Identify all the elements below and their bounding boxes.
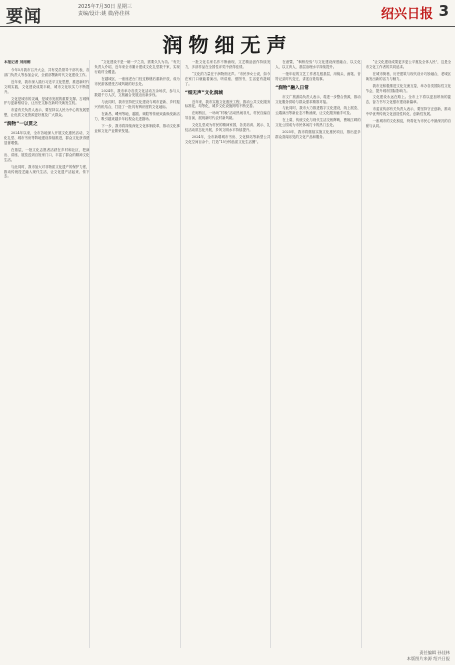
paragraph: “文化的力量在于润物细无声。”市民李女士说，如今在家门口就能看演出、听讲座、借图书，生活更有滋味了。 <box>184 71 271 86</box>
section-name: 要闻 <box>6 7 42 27</box>
paragraph: 一批文化名家名作不断涌现，文艺精品创作持续发力，多部作品在全国性评奖中获得佳绩。 <box>184 60 271 69</box>
paragraph: “让文化建设成果更多更公平惠及全体人民”，这是全市文化工作者的共同追求。 <box>365 60 452 69</box>
column-4 <box>275 60 361 648</box>
paragraph: 市委宣传部有关负责人表示，要坚持守正创新，推动中华优秀传统文化创造性转化、创新性发展。 <box>365 107 452 117</box>
paragraph: 文化建设永远在路上。全市上下将以更加昂扬的姿态，奋力书写文化强市建设新篇章。 <box>365 95 452 105</box>
paragraph: “文化建设不是一朝一夕之功，需要久久为功。”有关负责人介绍，近年来全市累计建成文化礼堂数千家，实现行政村全覆盖。 <box>94 60 180 74</box>
column-2 <box>94 60 180 648</box>
paragraph: 文化是城市的灵魂，是城市发展的重要支撑。古城保护与更新相结合，让历史文脉在新时代焕发生机。 <box>4 96 90 106</box>
paragraph: 近年来，我市实施文化惠民工程，推动公共文化服务标准化、均等化，城乡文化设施网络不断完善。 <box>184 99 271 109</box>
paragraph: 2024年，我市举办各类文化活动万余场次，参与人数超千万人次，文旅融合发展迈出新步伐。 <box>94 88 180 98</box>
column-1 <box>4 60 90 648</box>
date-text: 2025年7月30日 星期三 <box>78 4 132 10</box>
date-line <box>78 4 132 18</box>
paragraph: 在柯桥区，一场场“村晚”活动热闹非凡，村民自编自导自演，展现新时代农村新风貌。 <box>184 111 271 121</box>
paragraph: 2024年以来，全市各地深入开展文化惠民活动，文化礼堂、城市书房等阵地建设持续推进，群众文化获得感显著增强。 <box>4 131 90 145</box>
paragraph: 在诸暨，“枫桥经验”与文化建设深度融合，以文化人、以文育人，基层治理水平持续提升。 <box>275 60 361 69</box>
page-footer <box>320 650 450 662</box>
paragraph: 一批年轻的文艺工作者扎根基层，用镜头、画笔、音符记录时代变迁，讲述百姓故事。 <box>275 71 361 81</box>
page-header <box>0 0 455 27</box>
paragraph: 在上虞，传统文化与现代生活交相辉映，曹娥江畔的文化公园成为市民休闲打卡的热门去处。 <box>275 118 361 128</box>
paragraph: 市委有关负责人表示，要坚持以人民为中心的发展思想，让优质文化资源更好惠及广大群众。 <box>4 108 90 118</box>
paragraph: 市文广旅游局负责人表示，将进一步整合资源，推动文化服务供给与群众需求精准对接。 <box>275 94 361 104</box>
headline-bar <box>0 29 455 57</box>
footer-note: 本版图片来源 绍兴日报 <box>406 656 450 661</box>
subheading: “润物”一以贯之 <box>4 122 38 128</box>
paragraph: 在越城区，一座座老台门经过修缮后重新开放，成为市民游客感受古城风貌的好去处。 <box>94 76 180 86</box>
editor-text: 责编/设计:姚 微/孙佳林 <box>78 11 130 17</box>
subheading: “细无声”文化润城 <box>184 90 224 96</box>
article-columns <box>4 60 451 648</box>
subheading: “润物”融入日常 <box>275 85 309 91</box>
headline: 润物细无声 <box>162 32 293 57</box>
paragraph: 文化礼堂成为村民的精神家园，各类培训、展示、礼仪活动常态化开展，乡风文明水平持续提升。 <box>184 123 271 133</box>
column-5 <box>366 60 451 648</box>
paragraph: 今年5月我市召开大会，共有党员领导干部代表、各部门负责人等参加会议，全面部署新时代文化建设工作。 <box>4 68 90 77</box>
paragraph: 近年来，我市深入践行习近平文化思想，推进新时代文明实践，文化建设成果丰硕，城市文化软实力不断提升。 <box>4 79 90 94</box>
paragraph: 在新昌、嵊州等地，越剧、调腔等传统戏曲焕发新活力，吸引越来越多年轻观众走进剧场。 <box>94 112 180 122</box>
paragraph: 2024年，全市新增城市书房、文化驿站等新型公共文化空间百余个，打造“15分钟品质文化生活圈”。 <box>184 134 271 144</box>
column-3 <box>185 60 271 648</box>
paragraph: 我市还积极推进文化交流互鉴，举办各类国际性文化节会，提升城市国际影响力。 <box>365 83 452 93</box>
paper-logo: 绍兴日报 <box>380 7 433 22</box>
page-number: 3 <box>438 2 449 20</box>
paragraph: 一座城市的文化积淀，终将化为市民心中最深沉的自豪与认同。 <box>365 119 452 128</box>
paragraph: 与此同时，我市坚持把文化建设与城市更新、乡村振兴有机结合，打造了一批具有辨识度的文化地标。 <box>94 100 180 110</box>
paragraph: 在城市街巷，历史建筑与现代设计巧妙融合，老城区焕发出新的活力与魅力。 <box>365 71 452 81</box>
paragraph: 与此同时，我市加大对非物质文化遗产的保护力度，推动传统技艺融入现代生活，让文化遗产活起来、传下去。 <box>4 164 90 179</box>
byline: 本报记者 刘雨桐 <box>4 60 31 64</box>
paragraph: 2025年，我市将继续实施文化惠民项目，推出更多群众喜闻乐见的文化产品和服务。 <box>275 130 361 139</box>
paragraph: 下一步，我市将持续深化文化体制改革，推动文化事业和文化产业繁荣发展。 <box>94 123 180 133</box>
paragraph: 在基层，一批文化志愿者活跃在乡村和社区，把演出、讲座、展览送到百姓家门口，丰富了群众的精神文化生活。 <box>4 147 90 162</box>
footer-editor: 责任编辑 孙佳林 <box>419 650 450 655</box>
paragraph: 与此同时，我市大力推进数字文化建设，线上展览、云端演出等新业态不断涌现，让文化服务触手可及。 <box>275 106 361 116</box>
